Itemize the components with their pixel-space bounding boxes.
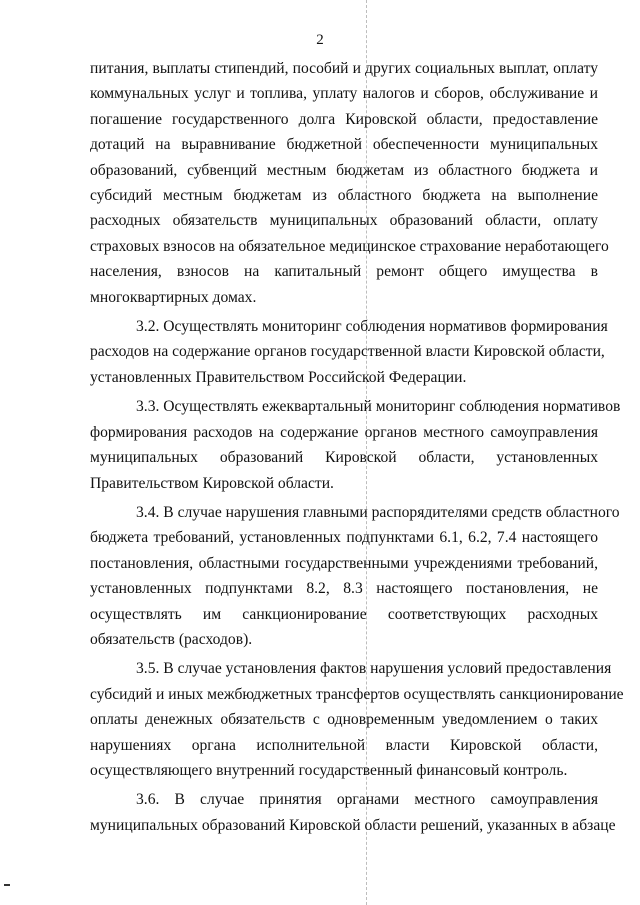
text-line: нарушениях органа исполнительной власти Кировской области, [90,736,598,754]
paragraph-3-6 [90,787,616,838]
text-line: дотаций на выравнивание бюджетной обеспеченности муниципальных [90,136,598,154]
paragraph-3-2 [90,314,608,390]
text-line: расходов на содержание органов государственной власти Кировской области, [90,343,605,361]
text-line: муниципальных образований Кировской области, установленных [90,449,598,467]
text-line: населения, взносов на капитальный ремонт общего имущества в [90,263,598,281]
paragraph-continuation [90,56,609,310]
text-line: установленных Правительством Российской Федерации. [90,368,467,386]
text-line: осуществляющего внутренний государственный финансовый контроль. [90,761,568,779]
text-line: многоквартирных домах. [90,288,257,306]
text-line: погашение государственного долга Кировской области, предоставление [90,110,598,128]
text-line: 3.2. Осуществлять мониторинг соблюдения нормативов формирования [136,318,608,336]
text-line: 3.4. В случае нарушения главными распорядителями средств областного [136,503,620,521]
text-line: установленных подпунктами 8.2, 8.3 настоящего постановления, не [90,580,598,598]
scan-mark [4,884,10,886]
paragraph-3-3 [90,394,621,496]
document-body [90,56,624,838]
text-line: 3.3. Осуществлять ежеквартальный мониторинг соблюдения нормативов [136,398,621,416]
text-line: субсидий местным бюджетам из областного бюджета на выполнение [90,187,598,205]
text-line: муниципальных образований Кировской области решений, указанных в абзаце [90,816,616,834]
text-line: 3.5. В случае установления фактов нарушения условий предоставления [136,660,612,678]
text-line: бюджета требований, установленных подпунктами 6.1, 6.2, 7.4 настоящего [90,529,598,547]
text-line: субсидий и иных межбюджетных трансфертов осуществлять санкционирование [90,685,624,703]
paragraph-3-4 [90,500,620,652]
text-line: 3.6. В случае принятия органами местного самоуправления [136,791,598,809]
text-line: формирования расходов на содержание органов местного самоуправления [90,423,598,441]
text-line: коммунальных услуг и топлива, уплату налогов и сборов, обслуживание и [90,85,598,103]
text-line: питания, выплаты стипендий, пособий и других социальных выплат, оплату [90,60,598,77]
text-line: Правительством Кировской области. [90,474,334,492]
text-line: обязательств (расходов). [90,630,253,648]
text-line: оплаты денежных обязательств с одновременным уведомлением о таких [90,711,598,729]
page-number: 2 [316,32,324,48]
text-line: образований, субвенций местным бюджетам из областного бюджета и [90,161,598,179]
text-line: расходных обязательств муниципальных образований области, оплату [90,212,598,230]
paragraph-3-5 [90,656,624,783]
text-line: страховых взносов на обязательное медицинское страхование неработающего [90,237,609,255]
text-line: осуществлять им санкционирование соответствующих расходных [90,605,598,623]
text-line: постановления, областными государственными учреждениями требований, [90,554,598,572]
